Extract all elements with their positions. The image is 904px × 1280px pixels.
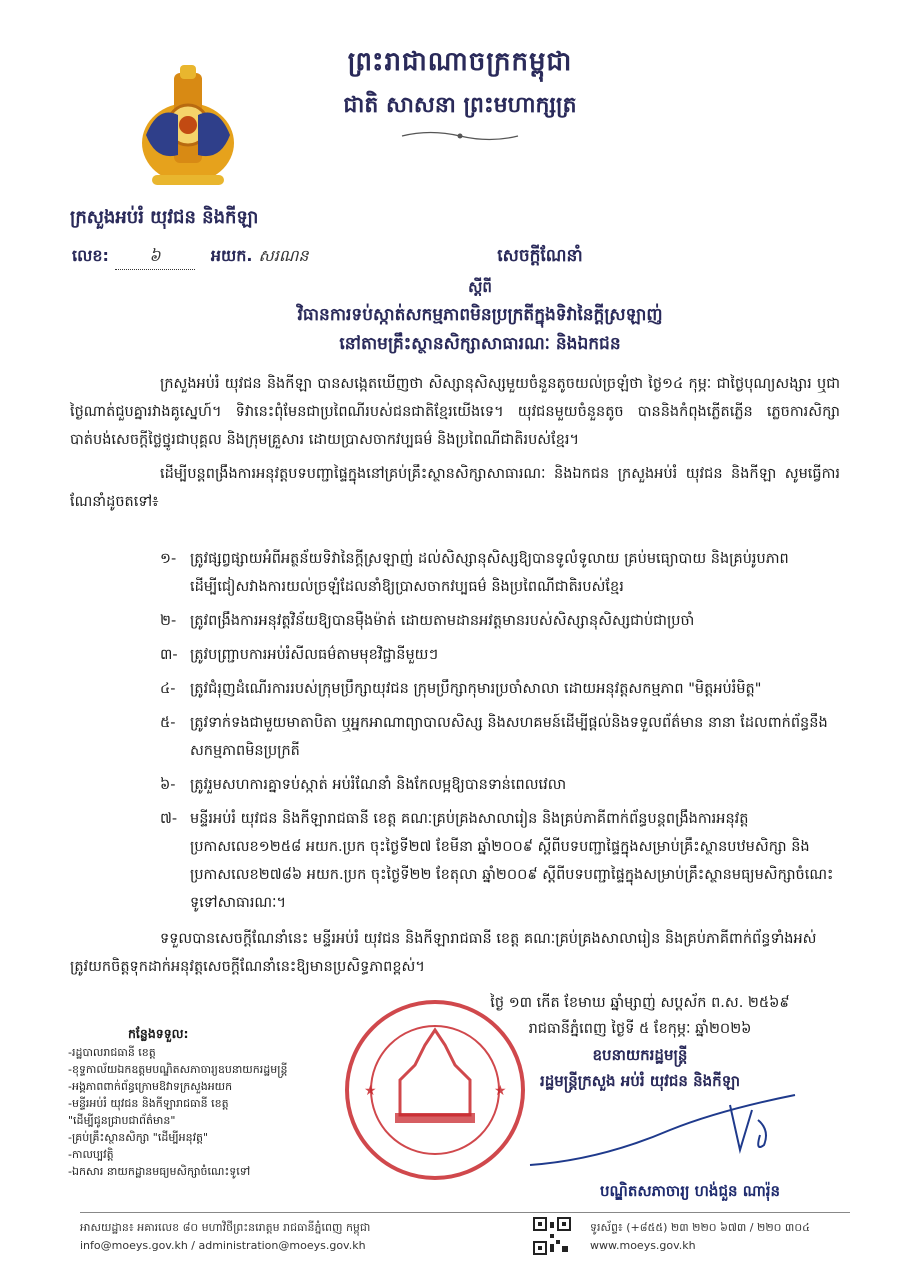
kingdom-title: ព្រះរាជាណាចក្រកម្ពុជា [347, 47, 573, 77]
kingdom-motto: ជាតិ សាសនា ព្រះមហាក្សត្រ [343, 92, 577, 118]
date-and-signature [440, 990, 840, 1094]
list-item: ៦- ត្រូវរួមសហការគ្នាទប់ស្កាត់ អប់រំណែនាំ និងកែលម្អឱ្យបានទាន់ពេលវេលា [160, 777, 567, 793]
recipients-block [68, 1025, 348, 1180]
doc-type: សេចក្តីណែនាំ [497, 246, 583, 266]
footer-email[interactable]: info@moeys.gov.kh / administration@moeys.gov.kh [80, 1239, 366, 1252]
recipient-item: "ដើម្បីជូនជ្រាបជាព័ត៌មាន" [68, 1114, 176, 1127]
closing-paragraph: ទទួលបានសេចក្តីណែនាំនេះ មន្ទីរអប់រំ យុវជន និងកីឡារាជធានី ខេត្ត គណៈគ្រប់គ្រងសាលារៀន និងគ្រប់ភាគីពាក់ព័ន្ធទាំងអស់ ត្រូវយកចិត្តទុកដាក់អនុវត្តសេចក្តីណែនាំនេះឱ្យមានប្រសិទ្ធភាពខ្ពស់។ [70, 931, 817, 975]
list-item: ១- ត្រូវផ្សព្វផ្សាយអំពីអត្ថន័យទិវានៃក្តីស្រឡាញ់ ដល់សិស្សានុសិស្សឱ្យបានទូលំទូលាយ គ្រប់មធ្យោបាយ និងគ្រប់រូបភាព ដើម្បីជៀសវាងការយល់ច្រឡំដែលនាំឱ្យប្រាសចាកវប្បធម៌ និងប្រពៃណីជាតិរបស់ខ្មែរ [160, 551, 789, 595]
recipient-item: -គ្រប់គ្រឹះស្ថានសិក្សា "ដើម្បីអនុវត្ត" [68, 1131, 209, 1144]
footer-website[interactable]: www.moeys.gov.kh [590, 1239, 696, 1252]
ministry-name: ក្រសួងអប់រំ យុវជន និងកីឡា [70, 207, 259, 228]
number-code: អយក. [210, 246, 253, 265]
signer-name: បណ្ឌិតសភាចារ្យ ហង់ជួន ណារ៉ុន [600, 1182, 781, 1200]
kingdom-header [300, 45, 620, 147]
list-item: ២- ត្រូវពង្រឹងការអនុវត្តវិន័យឱ្យបានម៉ឺងម៉ាត់ ដោយតាមដានអវត្តមានរបស់សិស្សានុសិស្សជាប់ជាប្រចាំ [160, 613, 695, 629]
list-item: ៥- ត្រូវទាក់ទងជាមួយមាតាបិតា ឬអ្នកអាណាព្យាបាលសិស្ស និងសហគមន៍ដើម្បីផ្តល់និងទទួលព័ត៌មាន នានា ដែលពាក់ព័ន្ធនឹងសកម្មភាពមិនប្រក្រតី [160, 715, 828, 759]
number-value: ៦ [115, 245, 195, 270]
number-code-value: សរណន [258, 246, 309, 265]
ornament-divider [400, 129, 520, 143]
qr-code-icon [532, 1216, 572, 1256]
signer-title-2: រដ្ឋមន្ត្រីក្រសួង អប់រំ យុវជន និងកីឡា [539, 1072, 741, 1090]
svg-text:★: ★ [364, 1083, 377, 1099]
document-title [200, 245, 760, 358]
recipient-item: -រដ្ឋបាលរាជធានី ខេត្ត [68, 1046, 156, 1059]
list-item: ៤- ត្រូវជំរុញដំណើរការរបស់ក្រុមប្រឹក្សាយុវជន ក្រុមប្រឹក្សាកុមារប្រចាំសាលា ដោយអនុវត្តសកម្មភាព "មិត្តអប់រំមិត្ត" [160, 681, 762, 697]
footer-address: អាសយដ្ឋាន៖ អគារលេខ ៨០ មហាវិថីព្រះនរោត្តម រាជធានីភ្នំពេញ កម្ពុជា [80, 1221, 371, 1234]
number-label: លេខ: [72, 246, 109, 265]
recipient-item: -កាលប្បវត្តិ [68, 1148, 114, 1161]
body-paragraph-1: ក្រសួងអប់រំ យុវជន និងកីឡា បានសង្កេតឃើញថា សិស្សានុសិស្សមួយចំនួនតូចយល់ច្រឡំថា ថ្ងៃ១៤ កុម្ភៈ ជាថ្ងៃបុណ្យសង្សារ ឬជាថ្ងៃណាត់ជួបគ្នារវាងគូស្នេហ៍។ ទិវានេះពុំមែនជាប្រពៃណីរបស់ជនជាតិខ្មែរយើងទេ។ យុវជនមួយចំនួនតូច បាននិងកំពុងភ្លើតភ្លើន ភ្លេចការសិក្សា បាត់បង់សេចក្តីថ្លៃថ្នូរជាបុគ្គល និងក្រុមគ្រួសារ ដោយប្រាសចាកវប្បធម៌ និងប្រពៃណីជាតិរបស់ខ្មែរ។ [70, 376, 840, 448]
list-item: ៣- ត្រូវបញ្ជ្រាបការអប់រំសីលធម៌តាមមុខវិជ្ជានីមួយៗ [160, 647, 439, 663]
ministry-emblem [138, 65, 238, 195]
doc-subject-line2: នៅតាមគ្រឹះស្ថានសិក្សាសាធារណៈ និងឯកជន [339, 334, 621, 354]
recipients-heading: កន្លែងទទួល: [128, 1026, 189, 1041]
svg-text:★: ★ [494, 1083, 507, 1099]
recipient-item: -អង្គភាពពាក់ព័ន្ធក្រោមឱវាទក្រសួងអយក [68, 1080, 233, 1093]
footer-phone: ទូរស័ព្ទ៖ (+៨៥៥) ២៣ ២២០ ៦៧៣ / ២២០ ៣០៤ [590, 1221, 810, 1234]
signer-title-1: ឧបនាយករដ្ឋមន្ត្រី [592, 1046, 688, 1064]
solar-date: រាជធានីភ្នំពេញ ថ្ងៃទី ៥ ខែកុម្ភៈ ឆ្នាំ២០២៦ [528, 1021, 752, 1037]
instruction-list [160, 545, 845, 923]
page-footer [80, 1212, 850, 1261]
recipient-item: -មន្ទីរអប់រំ យុវជន និងកីឡារាជធានី ខេត្ត [68, 1097, 229, 1110]
handwritten-signature [520, 1090, 800, 1180]
recipient-item: -ឯកសារ នាយកដ្ឋានមធ្យមសិក្សាចំណេះទូទៅ [68, 1165, 251, 1178]
list-item: ៧- មន្ទីរអប់រំ យុវជន និងកីឡារាជធានី ខេត្ត គណៈគ្រប់គ្រងសាលារៀន និងគ្រប់ភាគីពាក់ព័ន្ធបន្តពង្រឹងការអនុវត្តប្រកាសលេខ១២៥៨ អយក.ប្រក ចុះថ្ងៃទី២៧ ខែមីនា ឆ្នាំ២០០៩ ស្តីពីបទបញ្ជាផ្ទៃក្នុងសម្រាប់គ្រឹះស្ថានបឋមសិក្សា និងប្រកាសលេខ២៧៨៦ អយក.ប្រក ចុះថ្ងៃទី២២ ខែតុលា ឆ្នាំ២០០៩ ស្តីពីបទបញ្ជាផ្ទៃក្នុងសម្រាប់គ្រឹះស្ថានមធ្យមសិក្សាចំណេះទូទៅសាធារណៈ។ [160, 811, 834, 911]
doc-subject-line1: វិធានការទប់ស្កាត់សកម្មភាពមិនប្រក្រតីក្នុងទិវានៃក្តីស្រឡាញ់ [297, 305, 663, 325]
lunar-date: ថ្ងៃ ១៣ កើត ខែមាឃ ឆ្នាំម្សាញ់ សប្តស័ក ព.ស. ២៥៦៩ [490, 995, 790, 1011]
document-body [70, 370, 840, 522]
body-paragraph-2: ដើម្បីបន្តពង្រឹងការអនុវត្តបទបញ្ជាផ្ទៃក្នុងនៅគ្រប់គ្រឹះស្ថានសិក្សាសាធារណៈ និងឯកជន ក្រសួងអប់រំ យុវជន និងកីឡា សូមធ្វើការណែនាំដូចតទៅ៖ [70, 466, 840, 510]
recipient-item: -ខុទ្ទកាល័យឯកឧត្តមបណ្ឌិតសភាចារ្យឧបនាយករដ្ឋមន្ត្រី [68, 1063, 288, 1076]
doc-about: ស្តីពី [468, 278, 492, 296]
